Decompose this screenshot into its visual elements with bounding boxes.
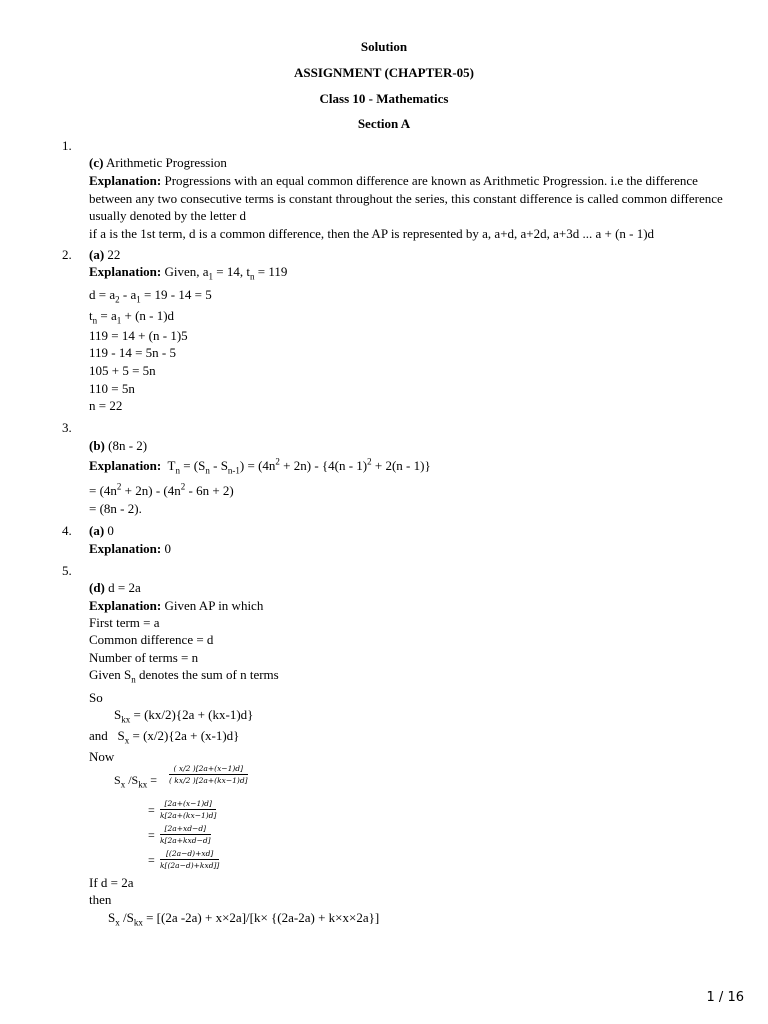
question-number: 3. — [62, 420, 72, 435]
math-line: $S_{kx} = (kx/2)\{2a + (kx-1)d\}$ — [114, 707, 254, 725]
math-line: and $S_x = (x/2)\{2a + (x-1)d\}$ — [89, 728, 240, 746]
math-line: 119 - 14 = 5n - 5 — [89, 345, 177, 360]
question-number: 1. — [62, 138, 72, 153]
math-equals: = — [148, 828, 155, 842]
question-number: 5. — [62, 563, 72, 578]
math-fraction: $\frac{[2a+(x-1)d]}{k[2a+(kx-1)d]}$ — [160, 799, 217, 820]
math-label: $S_x$ $/S_{kx}$ = — [114, 773, 157, 790]
answer-line: (b) (8n - 2) — [89, 438, 148, 453]
section-title: Section A — [357, 116, 411, 131]
text-line: Given $S_n$ denotes the sum of n terms — [89, 667, 279, 685]
math-line: 105 + 5 = 5n — [89, 363, 156, 378]
class-title: Class 10 - Mathematics — [319, 91, 449, 106]
math-line: n = 22 — [89, 398, 123, 413]
explanation: Explanation: $T_n = (S_n - S_{n-1}) = (4n^2 + 2n) - \{4(n - 1)^2 + 2(n - 1)\}$ — [89, 456, 431, 476]
math-fraction: [2a+xd−d] k[2a+kxd−d] — [160, 824, 211, 845]
text-line: First term = a — [89, 615, 160, 630]
question-number: 4. — [62, 523, 72, 538]
page-number: 1 / 16 — [706, 990, 744, 1005]
answer-line: (d) d = 2a — [89, 580, 141, 595]
assignment-title: ASSIGNMENT (CHAPTER-05) — [294, 65, 474, 80]
question-number: 2. — [62, 247, 72, 262]
math-equals: = — [148, 803, 155, 817]
text-line: Common difference = d — [89, 632, 214, 647]
math-line: $d = a_2 - a_1 = 19 - 14 = 5$ — [89, 287, 212, 305]
text-line: Now — [89, 749, 115, 764]
answer-line: (a) 22 — [89, 247, 121, 262]
math-line: 119 = 14 + (n - 1)5 — [89, 328, 188, 343]
explanation: Explanation: Given AP in which — [89, 598, 264, 613]
math-line: 110 = 5n — [89, 381, 135, 396]
explanation: Explanation: 0 — [89, 541, 171, 556]
explanation: Explanation: Given, $a_1 = 14$, $t_n = 119$ — [89, 264, 288, 282]
explanation: Explanation: Progressions with an equal common difference are known as Arithmetic Progression. i.e the difference between any two consecutive terms is constant throughout the series, this constant difference is called common difference usually denoted by the letter d — [89, 173, 723, 223]
doc-title: Solution — [360, 39, 408, 54]
text-line: then — [89, 892, 112, 907]
text-line: Number of terms = n — [89, 650, 199, 665]
math-equals: = — [148, 853, 155, 867]
math-line: = $(4n^2 + 2n) - (4n^2 - 6n + 2)$ — [89, 481, 234, 498]
explanation-line: if a is the 1st term, d is a common difference, then the AP is represented by a, a+d, a+2d, a+3d ... a + (n - 1)d — [89, 226, 655, 241]
math-line: $S_x$ $/S_{kx} = [(2a$ -2a) + x×2a]/[k× {(2a-2a) + k×x×2a}] — [108, 910, 380, 928]
math-line: = (8n - 2). — [89, 501, 142, 516]
answer-line: (a) 0 — [89, 523, 114, 538]
math-line: $t_n = a_1 + (n - 1)d$ — [89, 308, 175, 326]
text-line: If d = 2a — [89, 875, 134, 890]
math-fraction: [(2a−d)+xd] k[(2a−d)+kxd]] — [160, 849, 220, 870]
math-fraction: $\frac{( x/2 )[2a+(x-1)d]}{( kx/2 )[2a+(kx-1)d]}$ — [169, 764, 248, 785]
text-line: So — [89, 690, 103, 705]
answer-line: (c) Arithmetic Progression — [89, 155, 227, 170]
